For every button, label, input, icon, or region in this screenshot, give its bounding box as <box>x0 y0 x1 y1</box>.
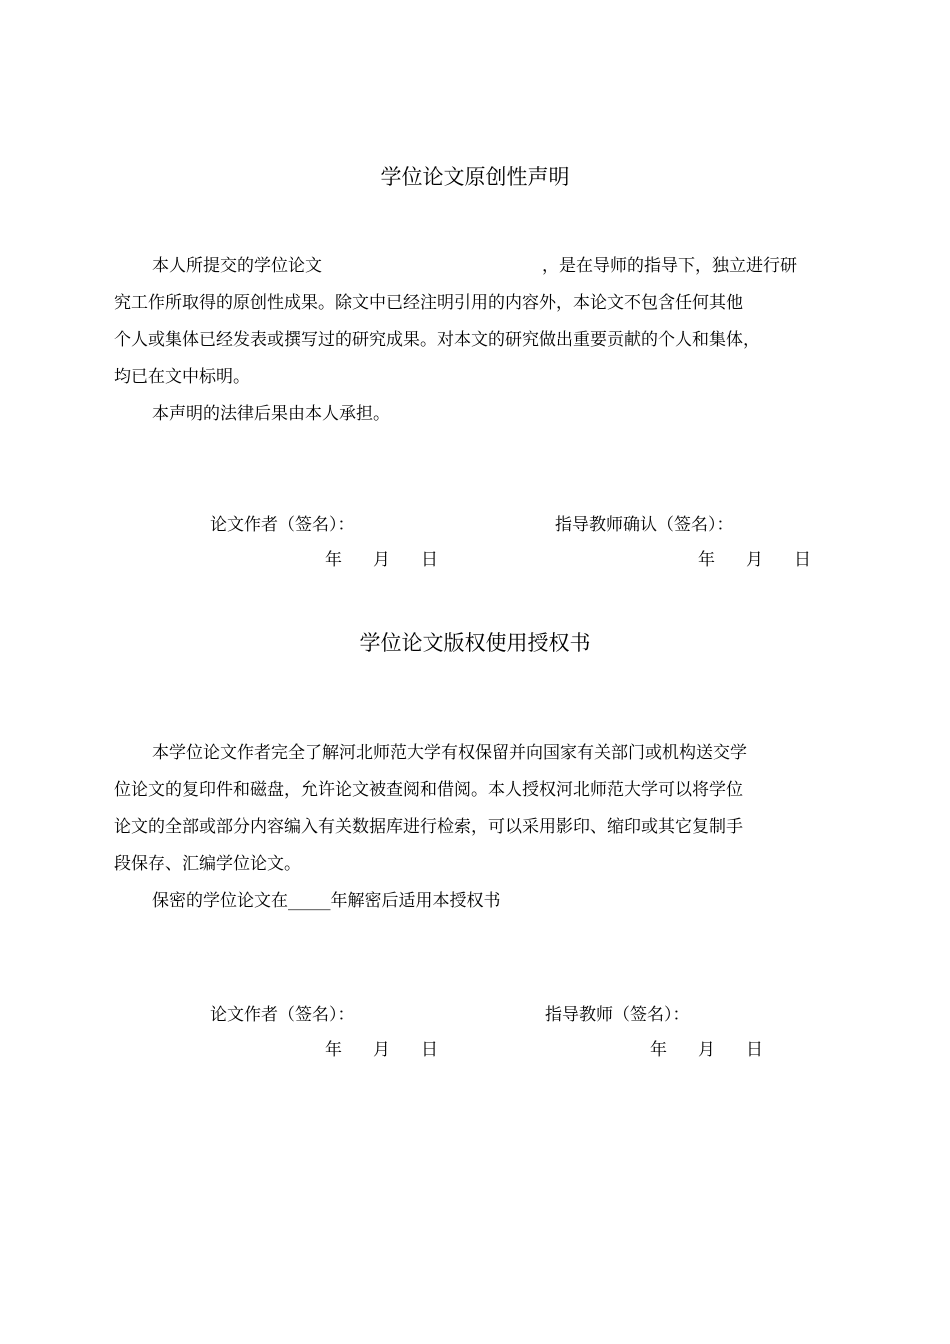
year-label: 年 <box>698 550 715 570</box>
month-label: 月 <box>373 1040 390 1060</box>
day-label: 日 <box>794 550 811 570</box>
declaration-line-5: 本声明的法律后果由本人承担。 <box>152 404 390 424</box>
month-label: 月 <box>373 550 390 570</box>
year-label: 年 <box>325 1040 342 1060</box>
day-label: 日 <box>421 550 438 570</box>
declaration-line-3: 个人或集体已经发表或撰写过的研究成果。对本文的研究做出重要贡献的个人和集体， <box>114 330 760 350</box>
month-label: 月 <box>698 1040 715 1060</box>
authorization-title: 学位论文版权使用授权书 <box>359 631 591 655</box>
authorization-line-5: 保密的学位论文在_____年解密后适用本授权书 <box>152 891 501 911</box>
declaration-advisor-date <box>698 545 811 570</box>
authorization-line-3: 论文的全部或部分内容编入有关数据库进行检索，可以采用影印、缩印或其它复制手 <box>114 817 743 837</box>
authorization-author-date <box>325 1035 438 1060</box>
declaration-advisor-sign-label: 指导教师确认（签名）： <box>555 515 734 535</box>
declaration-title: 学位论文原创性声明 <box>380 165 570 189</box>
declaration-line-4: 均已在文中标明。 <box>114 367 250 387</box>
year-label: 年 <box>650 1040 667 1060</box>
month-label: 月 <box>746 550 763 570</box>
authorization-advisor-sign-label: 指导教师（签名）： <box>545 1005 690 1025</box>
declaration-line-1a: 本人所提交的学位论文 <box>152 256 322 276</box>
authorization-line-2: 位论文的复印件和磁盘，允许论文被查阅和借阅。本人授权河北师范大学可以将学位 <box>114 780 743 800</box>
authorization-line-4: 段保存、汇编学位论文。 <box>114 854 301 874</box>
declaration-line-1b: ，是在导师的指导下，独立进行研 <box>542 256 797 276</box>
day-label: 日 <box>746 1040 763 1060</box>
day-label: 日 <box>421 1040 438 1060</box>
authorization-line-1: 本学位论文作者完全了解河北师范大学有权保留并向国家有关部门或机构送交学 <box>152 743 747 763</box>
declaration-line-2: 究工作所取得的原创性成果。除文中已经注明引用的内容外，本论文不包含任何其他 <box>114 293 743 313</box>
authorization-advisor-date <box>650 1035 763 1060</box>
authorization-author-sign-label: 论文作者（签名）： <box>210 1005 355 1025</box>
declaration-author-date <box>325 545 438 570</box>
year-label: 年 <box>325 550 342 570</box>
declaration-author-sign-label: 论文作者（签名）： <box>210 515 355 535</box>
